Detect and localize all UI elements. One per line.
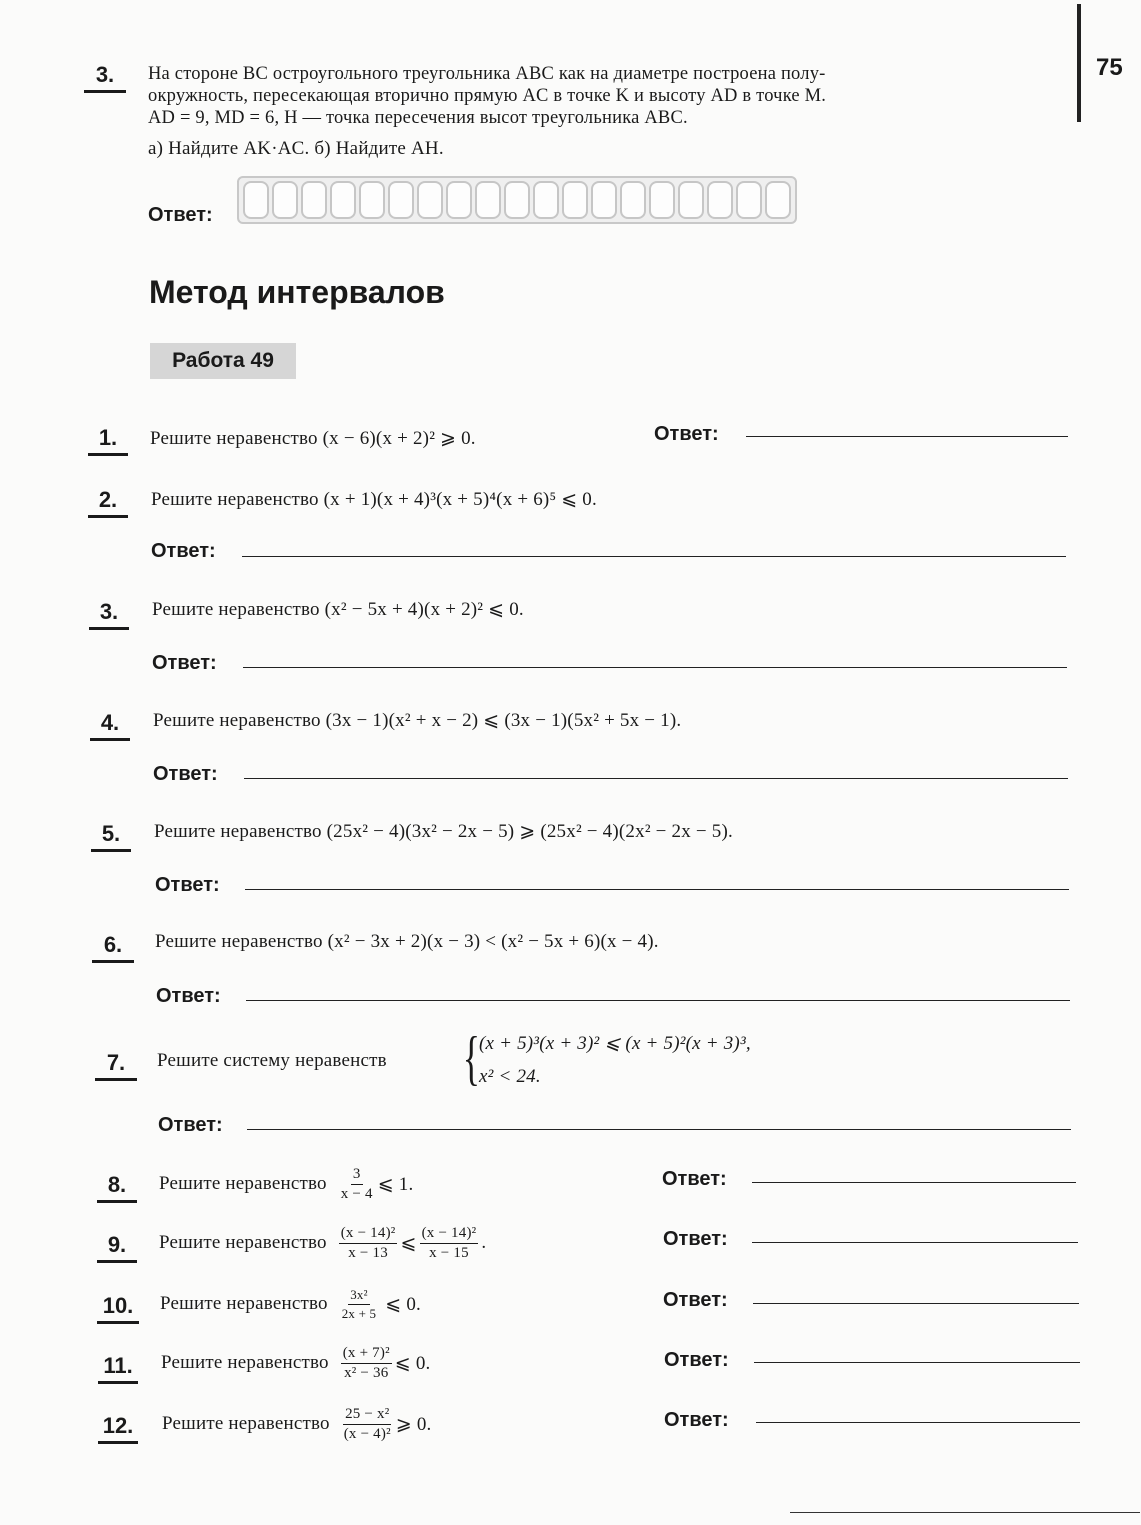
task-text (159, 1162, 413, 1206)
task-text-prefix: Решите неравенство (159, 1232, 327, 1253)
task-number: 4. (90, 710, 130, 741)
fraction (340, 1287, 379, 1322)
task-text-tail: . (481, 1232, 487, 1253)
answer-label: Ответ: (654, 423, 719, 445)
answer-label: Ответ: (152, 652, 217, 674)
page-edge-bar (1077, 4, 1081, 122)
fraction (341, 1345, 392, 1382)
answer-line[interactable] (247, 1129, 1071, 1130)
denominator: x² − 36 (344, 1364, 389, 1381)
task-text (159, 1217, 486, 1269)
denominator: x − 15 (429, 1244, 469, 1261)
numerator: 25 − x² (343, 1406, 391, 1425)
task-number: 12. (98, 1413, 138, 1444)
task-text (162, 1396, 432, 1452)
answer-cell[interactable] (678, 181, 704, 219)
answer-cell[interactable] (765, 181, 791, 219)
task-number: 11. (98, 1353, 138, 1384)
answer-label: Ответ: (158, 1114, 223, 1136)
task-text: Решите неравенство (x² − 5x + 4)(x + 2)² ⩽ 0. (152, 599, 524, 620)
numerator: 3 (351, 1166, 363, 1185)
answer-label: Ответ: (153, 763, 218, 785)
task-number: 9. (97, 1232, 137, 1263)
task-text-prefix: Решите неравенство (160, 1293, 328, 1314)
fraction (420, 1225, 479, 1262)
answer-cell[interactable] (533, 181, 559, 219)
task-text (160, 1280, 421, 1328)
answer-line[interactable] (244, 778, 1068, 779)
task-number: 10. (97, 1293, 139, 1324)
answer-cells[interactable] (237, 176, 797, 224)
bottom-rule (790, 1512, 1140, 1513)
task-text-prefix: Решите неравенство (159, 1173, 327, 1194)
task-text: Решите неравенство (25x² − 4)(3x² − 2x − 5) ⩾ (25x² − 4)(2x² − 2x − 5). (154, 821, 733, 842)
answer-cell[interactable] (707, 181, 733, 219)
prev-task-number: 3. (84, 62, 126, 93)
answer-label: Ответ: (662, 1168, 727, 1190)
answer-line[interactable] (754, 1362, 1080, 1363)
answer-label: Ответ: (663, 1289, 728, 1311)
answer-label: Ответ: (664, 1349, 729, 1371)
inequality-sign: ⩽ (400, 1232, 417, 1254)
answer-label: Ответ: (155, 874, 220, 896)
numerator: (x − 14)² (420, 1225, 479, 1244)
answer-cell[interactable] (649, 181, 675, 219)
prev-task-line1: На стороне BC остроугольного треугольника ABC как на диаметре построена полу- (148, 64, 826, 84)
task-text-tail: ⩾ 0. (395, 1413, 432, 1435)
numerator: (x + 7)² (341, 1345, 392, 1364)
answer-line[interactable] (245, 889, 1069, 890)
answer-cell[interactable] (591, 181, 617, 219)
answer-line[interactable] (752, 1182, 1076, 1183)
answer-cell[interactable] (736, 181, 762, 219)
answer-label: Ответ: (156, 985, 221, 1007)
prev-task-line4: а) Найдите AK·AC. б) Найдите AH. (148, 138, 444, 159)
task-text-prefix: Решите неравенство (162, 1413, 330, 1434)
task-text-tail: ⩽ 0. (385, 1293, 421, 1315)
task-number: 1. (88, 425, 128, 456)
task-number: 7. (95, 1050, 137, 1081)
answer-label: Ответ: (151, 540, 216, 562)
answer-cell[interactable] (388, 181, 414, 219)
answer-label: Ответ: (663, 1228, 728, 1250)
answer-line[interactable] (243, 667, 1067, 668)
prev-task-answer-label: Ответ: (148, 204, 213, 226)
task-number: 8. (97, 1172, 137, 1203)
answer-cell[interactable] (243, 181, 269, 219)
answer-cell[interactable] (475, 181, 501, 219)
answer-line[interactable] (753, 1303, 1079, 1304)
task-text-prefix: Решите неравенство (161, 1352, 329, 1373)
page-number: 75 (1096, 54, 1123, 81)
numerator: 3x² (348, 1287, 370, 1305)
numerator: (x − 14)² (339, 1225, 398, 1244)
system-brace: { (462, 1025, 481, 1091)
system-line-2: x² < 24. (479, 1066, 541, 1087)
answer-line[interactable] (246, 1000, 1070, 1001)
answer-cell[interactable] (272, 181, 298, 219)
answer-cell[interactable] (330, 181, 356, 219)
task-number: 3. (89, 599, 129, 630)
denominator: (x − 4)² (343, 1425, 391, 1442)
task-text: Решите неравенство (3x − 1)(x² + x − 2) ⩽ (3x − 1)(5x² + 5x − 1). (153, 710, 682, 731)
task-number: 2. (88, 487, 128, 518)
fraction (339, 1225, 398, 1262)
answer-line[interactable] (242, 556, 1066, 557)
prev-task-line2: окружность, пересекающая вторично прямую AC в точке K и высоту AD в точке M. (148, 86, 827, 106)
task-text-tail: ⩽ 1. (377, 1173, 414, 1195)
task-text: Решите систему неравенств (157, 1050, 387, 1071)
answer-cell[interactable] (359, 181, 385, 219)
task-text: Решите неравенство (x + 1)(x + 4)³(x + 5)⁴(x + 6)⁵ ⩽ 0. (151, 489, 597, 510)
work-label: Работа 49 (150, 343, 296, 379)
fraction (339, 1166, 375, 1203)
prev-task-line3: AD = 9, MD = 6, H — точка пересечения высот треугольника ABC. (148, 108, 688, 128)
answer-cell[interactable] (417, 181, 443, 219)
answer-label: Ответ: (664, 1409, 729, 1431)
section-title: Метод интервалов (149, 274, 445, 310)
answer-line[interactable] (752, 1242, 1078, 1243)
denominator: x − 13 (348, 1244, 388, 1261)
task-text: Решите неравенство (x² − 3x + 2)(x − 3) < (x² − 5x + 6)(x − 4). (155, 931, 659, 952)
answer-cell[interactable] (446, 181, 472, 219)
denominator: x − 4 (340, 1185, 373, 1202)
answer-cell[interactable] (504, 181, 530, 219)
task-text: Решите неравенство (x − 6)(x + 2)² ⩾ 0. (150, 428, 476, 449)
fraction (342, 1406, 393, 1443)
answer-cell[interactable] (620, 181, 646, 219)
answer-line[interactable] (756, 1422, 1080, 1423)
answer-cell[interactable] (562, 181, 588, 219)
denominator: 2x + 5 (341, 1305, 377, 1321)
system-line-1: (x + 5)³(x + 3)² ⩽ (x + 5)²(x + 3)³, (479, 1033, 751, 1054)
answer-cell[interactable] (301, 181, 327, 219)
task-number: 5. (91, 821, 131, 852)
answer-line[interactable] (746, 436, 1068, 437)
task-number: 6. (92, 932, 134, 963)
task-text-tail: ⩽ 0. (394, 1352, 431, 1374)
task-text (161, 1336, 431, 1390)
